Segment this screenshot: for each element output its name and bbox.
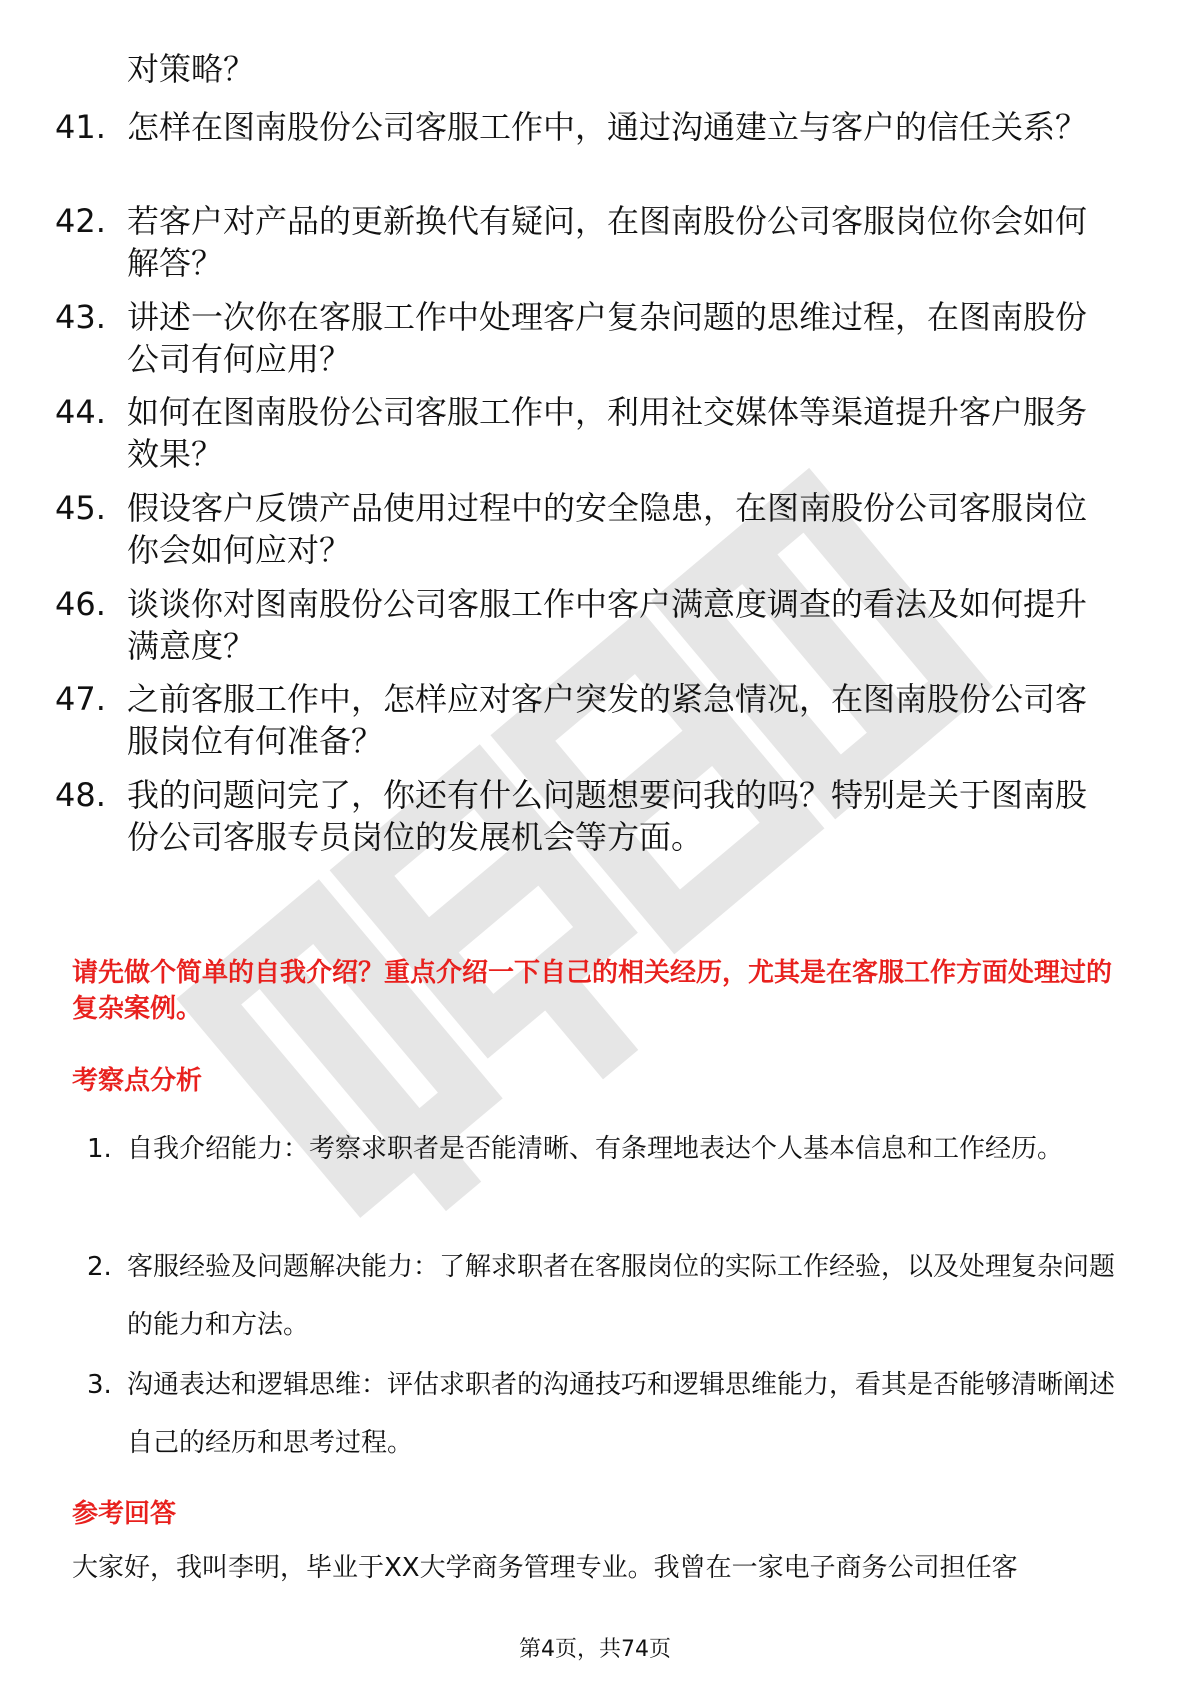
analysis-text: 自我介绍能力：考察求职者是否能清晰、有条理地表达个人基本信息和工作经历。 [127,1134,1064,1164]
question-number: 48. [55,776,106,814]
analysis-number: 3. [87,1370,112,1400]
reference-answer: 大家好，我叫李明，毕业于XX大学商务管理专业。我曾在一家电子商务公司担任客 [72,1553,1018,1583]
continuation-text: 对策略？ [127,50,256,88]
question-text: 怎样在图南股份公司客服工作中，通过沟通建立与客户的信任关系？ [127,108,1088,146]
question-number: 46. [55,585,106,623]
question-number: 45. [55,489,106,527]
analysis-text: 沟通表达和逻辑思维：评估求职者的沟通技巧和逻辑思维能力，看其是否能够清晰阐述自己的经历和思考过程。 [127,1370,1116,1458]
question-text: 如何在图南股份公司客服工作中，利用社交媒体等渠道提升客户服务效果？ [127,393,1088,473]
reference-heading: 参考回答 [72,1499,177,1529]
question-number: 47. [55,680,106,718]
question-number: 41. [55,108,106,146]
question-text: 讲述一次你在客服工作中处理客户复杂问题的思维过程，在图南股份公司有何应用？ [127,298,1088,378]
question-number: 43. [55,298,106,336]
analysis-text: 客服经验及问题解决能力：了解求职者在客服岗位的实际工作经验，以及处理复杂问题的能力和方法。 [127,1252,1116,1340]
question-number: 42. [55,202,106,240]
analysis-number: 1. [87,1134,112,1164]
question-text: 我的问题问完了，你还有什么问题想要问我的吗？特别是关于图南股份公司客服专员岗位的发展机会等方面。 [127,776,1088,856]
page-footer: 第4页，共74页 [519,1637,671,1662]
analysis-number: 2. [87,1252,112,1282]
question-number: 44. [55,393,106,431]
question-text: 若客户对产品的更新换代有疑问，在图南股份公司客服岗位你会如何解答？ [127,202,1088,282]
analysis-heading: 考察点分析 [72,1066,203,1096]
question-text: 谈谈你对图南股份公司客服工作中客户满意度调查的看法及如何提升满意度？ [127,585,1088,665]
question-text: 假设客户反馈产品使用过程中的安全隐患，在图南股份公司客服岗位你会如何应对？ [127,489,1088,569]
question-text: 之前客服工作中，怎样应对客户突发的紧急情况，在图南股份公司客服岗位有何准备？ [127,680,1088,760]
interview-prompt: 请先做个简单的自我介绍？重点介绍一下自己的相关经历，尤其是在客服工作方面处理过的复杂案例。 [72,958,1113,1024]
